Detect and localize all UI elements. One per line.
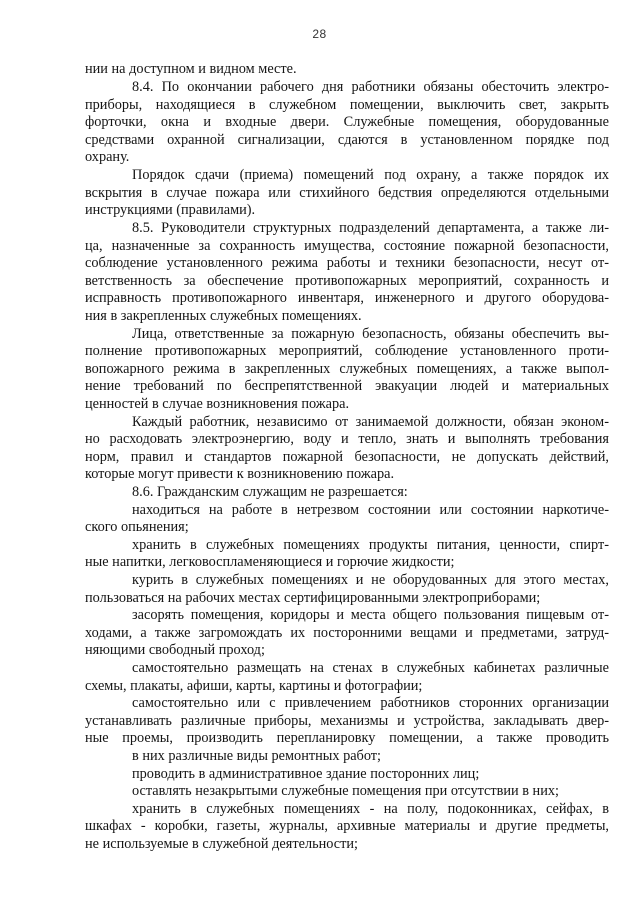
text-line: 8.6. Гражданским служащим не разрешается:	[132, 484, 408, 500]
text-line: самостоятельно размещать на стенах в служебных кабинетах различные	[132, 660, 609, 676]
text-line: ные напитки, легковоспламеняющиеся и горючие жидкости;	[85, 554, 455, 570]
text-line: находиться на работе в нетрезвом состоянии или состоянии наркотиче-	[132, 502, 609, 518]
page-number: 28	[312, 27, 327, 41]
text-line: нии на доступном и видном месте.	[85, 61, 297, 77]
text-line: нение требований по беспрепятственной эвакуации людей и материальных	[85, 378, 609, 394]
text-line: но расходовать электроэнергию, воду и тепло, знать и выполнять требования	[85, 431, 609, 447]
text-line: курить в служебных помещениях и не оборудованных для этого местах,	[132, 572, 609, 588]
text-line: охрану.	[85, 149, 130, 165]
text-line: 8.4. По окончании рабочего дня работники обязаны обесточить электро-	[132, 79, 609, 95]
text-line: ценностей в случае возникновения пожара.	[85, 396, 350, 412]
text-line: приборы, находящиеся в служебном помещении, выключить свет, закрыть	[85, 97, 609, 113]
text-line: Лица, ответственные за пожарную безопасность, обязаны обеспечить вы-	[132, 326, 609, 342]
text-line: хранить в служебных помещениях - на полу, подоконниках, сейфах, в	[132, 801, 609, 817]
text-line: шкафах - коробки, газеты, журналы, архивные материалы и другие предметы,	[85, 818, 609, 834]
text-line: не используемые в служебной деятельности;	[85, 836, 358, 852]
text-line: вопожарного режима в закрепленных служебных помещениях, а также выпол-	[85, 361, 609, 377]
text-line: норм, правил и стандартов пожарной безопасности, не допускать действий,	[85, 449, 609, 465]
text-line: ского опьянения;	[85, 519, 189, 535]
text-line: ходами, а также загромождать их посторонними вещами и предметами, затруд-	[85, 625, 609, 641]
text-line: которые могут привести к возникновению пожара.	[85, 466, 395, 482]
text-line: соблюдение установленного режима работы и техники безопасности, несут от-	[85, 255, 609, 271]
text-line: ца, назначенные за сохранность имущества, состояние пожарной безопасности,	[85, 238, 609, 254]
text-line: оставлять незакрытыми служебные помещения при отсутствии в них;	[132, 783, 559, 799]
text-line: ния в закрепленных служебных помещениях.	[85, 308, 362, 324]
text-line: форточки, окна и входные двери. Служебные помещения, оборудованные	[85, 114, 609, 130]
text-line: исправность противопожарного инвентаря, инженерного и другого оборудова-	[85, 290, 609, 306]
text-line: устанавливать различные приборы, механизмы и устройства, закладывать двер-	[85, 713, 609, 729]
text-line: вскрытия в случае пожара или стихийного бедствия определяются отдельными	[85, 185, 609, 201]
text-line: инструкциями (правилами).	[85, 202, 256, 218]
text-line: в них различные виды ремонтных работ;	[132, 748, 382, 764]
text-line: Порядок сдачи (приема) помещений под охрану, а также порядок их	[132, 167, 609, 183]
text-line: няющими свободный проход;	[85, 642, 265, 658]
text-line: Каждый работник, независимо от занимаемой должности, обязан эконом-	[132, 414, 609, 430]
text-line: 8.5. Руководители структурных подразделений департамента, а также ли-	[132, 220, 609, 236]
text-line: хранить в служебных помещениях продукты питания, ценности, спирт-	[132, 537, 609, 553]
text-line: ные проемы, производить перепланировку помещении, а также проводить	[85, 730, 609, 746]
text-line: проводить в административное здание посторонних лиц;	[132, 766, 480, 782]
text-line: засорять помещения, коридоры и места общего пользования пищевым от-	[132, 607, 609, 623]
text-line: самостоятельно или с привлечением работников сторонних организации	[132, 695, 609, 711]
text-line: схемы, плакаты, афиши, карты, картины и фотографии;	[85, 678, 423, 694]
text-line: полнение противопожарных мероприятий, соблюдение установленного проти-	[85, 343, 609, 359]
text-line: средствами охранной сигнализации, сдаются в установленном порядке под	[85, 132, 609, 148]
text-line: ветственность за обеспечение противопожарных мероприятий, сохранность и	[85, 273, 609, 289]
text-line: пользоваться на рабочих местах сертифицированными электроприборами;	[85, 590, 541, 606]
